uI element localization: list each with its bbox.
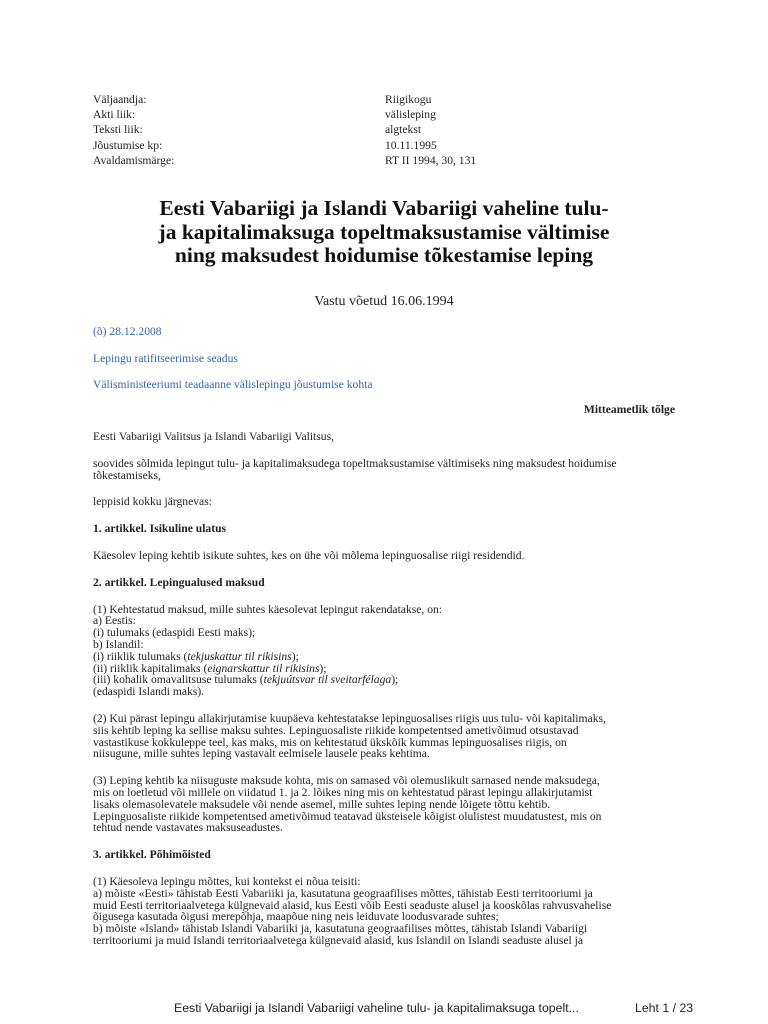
metadata-table <box>93 92 613 168</box>
page-footer <box>0 1001 768 1021</box>
text-line: b) Islandil: <box>93 637 144 651</box>
text-line: (3) Leping kehtib ka niisuguste maksude kohta, mis on samased või olemuslikult sarnased nende maksudega, <box>93 774 600 788</box>
metadata-value: algtekst <box>385 123 422 137</box>
text-line: siis kehtib leping ka sellise maksu suhtes. Lepinguosaliste riikide kompetentsed ametivõimud otsustavad <box>93 723 579 737</box>
intro-paragraph: Eesti Vabariigi Valitsus ja Islandi Vabariigi Valitsus, <box>93 430 334 443</box>
icelandic-term: tekjuskattur til rikisins <box>187 649 292 663</box>
metadata-key: Akti liik: <box>93 108 136 122</box>
article-2-paragraph-3 <box>93 775 677 834</box>
text-line: b) mõiste «Island» tähistab Islandi Vabariiki ja, kasutatuna geograafilises mõttes, tähistab Islandi Vabariigi <box>93 922 588 936</box>
title-line: Eesti Vabariigi ja Islandi Vabariigi vaheline tulu- <box>159 196 609 220</box>
metadata-key: Jõustumise kp: <box>93 138 163 152</box>
icelandic-term: tekjuútsvar til sveitarfélaga <box>263 673 392 687</box>
text-segment: (iii) kohalik omavalitsuse tulumaks ( <box>93 673 264 687</box>
metadata-key: Avaldamismärge: <box>93 153 175 167</box>
ministry-notice-link[interactable]: Välisministeeriumi teadaanne välislepingu jõustumise kohta <box>93 378 373 391</box>
metadata-row <box>93 107 613 122</box>
text-line: tehtud nende vastavates maksuseadustes. <box>93 821 283 835</box>
metadata-row <box>93 138 613 153</box>
icelandic-term: eignarskattur til rikisins <box>207 661 320 675</box>
text-line: (2) Kui pärast lepingu allakirjutamise kuupäeva kehtestatakse lepinguosalises riigis uus tulu- või kapitalimaks, <box>93 711 606 725</box>
metadata-row <box>93 153 613 168</box>
preamble-paragraph: soovides sõlmida lepingut tulu- ja kapitalimaksudega topeltmaksustamise vältimiseks ning maksudest hoidumise tõkestamiseks, <box>93 456 617 482</box>
text-line: niisugune, mille suhtes leping vastavalt eelmisele lausele peaks kehtima. <box>93 747 430 761</box>
metadata-value: 10.11.1995 <box>385 138 437 152</box>
text-segment: ); <box>391 673 399 687</box>
footer-document-title: Eesti Vabariigi ja Islandi Vabariigi vaheline tulu- ja kapitalimaksuga topelt... <box>174 1001 579 1015</box>
article-1-text: Käesolev leping kehtib isikute suhtes, kes on ühe või mõlema lepinguosalise riigi residendid. <box>93 548 525 562</box>
text-line: territooriumi ja muid Islandi territoriaalvetega külgnevaid alasid, kus Islandil on Islandi seaduste alusel ja <box>93 933 584 947</box>
article-3-heading: 3. artikkel. Põhimõisted <box>93 848 211 862</box>
metadata-value: Riigikogu <box>385 93 432 106</box>
title-line: ja kapitalimaksuga topeltmaksustamise vältimise <box>158 219 610 244</box>
adopted-date: Vastu võetud 16.06.1994 <box>314 294 454 309</box>
text-line: mis on loetletud või millele on viidatud 1. ja 2. lõikes ning mis on kehtestatud pärast lepingu allakirjutamist <box>93 785 593 799</box>
text-line: (edaspidi Islandi maks). <box>93 685 205 699</box>
text-line: õigusega kasutada õigusi merepõhja, maapõue ning neis leiduvate loodusvarade suhtes; <box>93 910 499 924</box>
title-line: ning maksudest hoidumise tõkestamise leping <box>174 243 594 267</box>
metadata-value: RT II 1994, 30, 131 <box>385 153 477 167</box>
text-line: lisaks olemasolevatele maksudele või nende asemel, mille suhtes leping nende lõigete tõttu kehtib. <box>93 797 551 811</box>
text-line: vastastikuse kokkuleppe teel, kas maks, mis on kehtestatud ükskõik kummas lepinguosalises riigis, on <box>93 735 567 749</box>
text-line: a) Eestis: <box>93 614 136 628</box>
text-line: (i) tulumaks (edaspidi Eesti maks); <box>93 626 256 640</box>
text-line: (1) Käesoleva lepingu mõttes, kui kontekst ei nõua teisiti: <box>93 874 361 888</box>
metadata-key: Väljaandja: <box>93 93 147 106</box>
text-segment: ); <box>319 661 327 675</box>
article-3-paragraph-1 <box>93 876 677 947</box>
metadata-row <box>93 92 613 107</box>
article-2-heading: 2. artikkel. Lepingualused maksud <box>93 575 265 589</box>
article-1-heading: 1. artikkel. Isikuline ulatus <box>93 522 227 536</box>
document-body <box>93 431 677 962</box>
agreed-paragraph: leppisid kokku järgnevas: <box>93 495 212 509</box>
document-title <box>80 197 688 268</box>
text-line: a) mõiste «Eesti» tähistab Eesti Vabariiki ja, kasutatuna geograafilises mõttes, tähistab Eesti territooriumi ja <box>93 886 593 900</box>
text-line: Lepinguosaliste riikide kompetentsed ametivõimud teatavad üksteisele kõigist olulistest muudatustest, mis on <box>93 809 602 823</box>
text-segment: (ii) riiklik kapitalimaks ( <box>93 661 208 675</box>
text-segment: (i) riiklik tulumaks ( <box>93 649 188 663</box>
text-line: muid Eesti territoriaalvetega külgnevaid alasid, kus Eesti võib Eesti seaduste alusel ja kooskõlas rahvusvahelise <box>93 898 612 912</box>
metadata-value: välisleping <box>385 108 436 122</box>
article-2-paragraph-1 <box>93 604 677 698</box>
text-segment: ); <box>291 649 299 663</box>
amendment-link[interactable]: (õ) 28.12.2008 <box>93 325 162 338</box>
metadata-row <box>93 122 613 137</box>
page-indicator: Leht 1 / 23 <box>635 1001 694 1015</box>
text-line: (1) Kehtestatud maksud, mille suhtes käesolevat lepingut rakendatakse, on: <box>93 602 443 616</box>
ratification-act-link[interactable]: Lepingu ratifitseerimise seadus <box>93 352 238 365</box>
unofficial-translation-label: Mitteametlik tõlge <box>583 403 675 416</box>
metadata-key: Teksti liik: <box>93 123 143 137</box>
article-2-paragraph-2 <box>93 713 677 760</box>
